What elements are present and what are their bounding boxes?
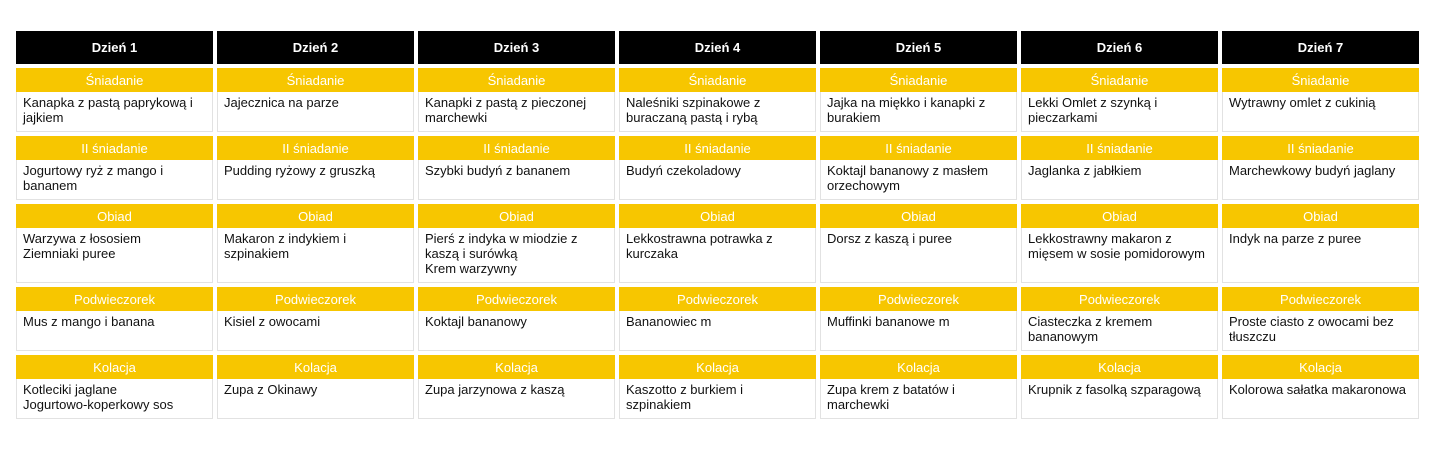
day-column <box>619 31 816 419</box>
meal-dish: Kolorowa sałatka makaronowa <box>1222 379 1419 419</box>
meal-dish: Pudding ryżowy z gruszką <box>217 160 414 200</box>
meal-label-afternoon-snack: Podwieczorek <box>619 287 816 311</box>
meal-dish: Proste ciasto z owocami bez tłuszczu <box>1222 311 1419 351</box>
meal-dish: Budyń czekoladowy <box>619 160 816 200</box>
meal-plan-table <box>16 31 1421 419</box>
meal-label-second-breakfast: II śniadanie <box>16 136 213 160</box>
meal-label-second-breakfast: II śniadanie <box>820 136 1017 160</box>
meal-label-afternoon-snack: Podwieczorek <box>217 287 414 311</box>
meal-dish: Szybki budyń z bananem <box>418 160 615 200</box>
meal-label-breakfast: Śniadanie <box>418 68 615 92</box>
meal-label-dinner: Kolacja <box>217 355 414 379</box>
meal-label-breakfast: Śniadanie <box>16 68 213 92</box>
meal-dish: Jajecznica na parze <box>217 92 414 132</box>
meal-dish: Lekkostrawny makaron z mięsem w sosie pomidorowym <box>1021 228 1218 283</box>
meal-dish: Lekkostrawna potrawka z kurczaka <box>619 228 816 283</box>
day-header: Dzień 4 <box>619 31 816 64</box>
day-column <box>1021 31 1218 419</box>
meal-label-lunch: Obiad <box>418 204 615 228</box>
meal-dish: Marchewkowy budyń jaglany <box>1222 160 1419 200</box>
meal-dish: Jajka na miękko i kanapki z burakiem <box>820 92 1017 132</box>
meal-label-lunch: Obiad <box>820 204 1017 228</box>
meal-dish: Wytrawny omlet z cukinią <box>1222 92 1419 132</box>
meal-dish: Jogurtowy ryż z mango i bananem <box>16 160 213 200</box>
meal-dish: Zupa krem z batatów i marchewki <box>820 379 1017 419</box>
meal-dish: Ciasteczka z kremem bananowym <box>1021 311 1218 351</box>
meal-label-lunch: Obiad <box>619 204 816 228</box>
day-header: Dzień 2 <box>217 31 414 64</box>
meal-dish: Kanapka z pastą paprykową i jajkiem <box>16 92 213 132</box>
meal-label-dinner: Kolacja <box>16 355 213 379</box>
meal-label-lunch: Obiad <box>1021 204 1218 228</box>
meal-label-afternoon-snack: Podwieczorek <box>1021 287 1218 311</box>
meal-label-lunch: Obiad <box>217 204 414 228</box>
meal-label-breakfast: Śniadanie <box>619 68 816 92</box>
meal-dish: Bananowiec m <box>619 311 816 351</box>
meal-dish: Dorsz z kaszą i puree <box>820 228 1017 283</box>
day-header: Dzień 7 <box>1222 31 1419 64</box>
meal-label-breakfast: Śniadanie <box>1222 68 1419 92</box>
meal-label-breakfast: Śniadanie <box>820 68 1017 92</box>
day-column <box>217 31 414 419</box>
meal-dish: Makaron z indykiem i szpinakiem <box>217 228 414 283</box>
meal-label-dinner: Kolacja <box>418 355 615 379</box>
meal-dish: Kisiel z owocami <box>217 311 414 351</box>
day-column <box>418 31 615 419</box>
meal-label-second-breakfast: II śniadanie <box>1021 136 1218 160</box>
meal-label-afternoon-snack: Podwieczorek <box>16 287 213 311</box>
day-header: Dzień 5 <box>820 31 1017 64</box>
meal-dish: Kotleciki jaglane Jogurtowo-koperkowy sos <box>16 379 213 419</box>
meal-label-afternoon-snack: Podwieczorek <box>418 287 615 311</box>
meal-label-dinner: Kolacja <box>619 355 816 379</box>
meal-label-breakfast: Śniadanie <box>217 68 414 92</box>
meal-label-second-breakfast: II śniadanie <box>418 136 615 160</box>
meal-label-dinner: Kolacja <box>1222 355 1419 379</box>
meal-dish: Jaglanka z jabłkiem <box>1021 160 1218 200</box>
meal-label-second-breakfast: II śniadanie <box>217 136 414 160</box>
day-column <box>16 31 213 419</box>
day-column <box>820 31 1017 419</box>
meal-label-dinner: Kolacja <box>820 355 1017 379</box>
meal-label-dinner: Kolacja <box>1021 355 1218 379</box>
meal-dish: Kanapki z pastą z pieczonej marchewki <box>418 92 615 132</box>
meal-label-second-breakfast: II śniadanie <box>1222 136 1419 160</box>
day-header: Dzień 1 <box>16 31 213 64</box>
meal-dish: Kaszotto z burkiem i szpinakiem <box>619 379 816 419</box>
meal-dish: Krupnik z fasolką szparagową <box>1021 379 1218 419</box>
meal-label-lunch: Obiad <box>1222 204 1419 228</box>
meal-dish: Lekki Omlet z szynką i pieczarkami <box>1021 92 1218 132</box>
day-header: Dzień 3 <box>418 31 615 64</box>
meal-dish: Zupa jarzynowa z kaszą <box>418 379 615 419</box>
meal-dish: Muffinki bananowe m <box>820 311 1017 351</box>
meal-label-second-breakfast: II śniadanie <box>619 136 816 160</box>
meal-label-afternoon-snack: Podwieczorek <box>1222 287 1419 311</box>
meal-dish: Warzywa z łososiem Ziemniaki puree <box>16 228 213 283</box>
meal-label-afternoon-snack: Podwieczorek <box>820 287 1017 311</box>
meal-label-lunch: Obiad <box>16 204 213 228</box>
meal-dish: Naleśniki szpinakowe z buraczaną pastą i rybą <box>619 92 816 132</box>
meal-dish: Koktajl bananowy z masłem orzechowym <box>820 160 1017 200</box>
meal-dish: Indyk na parze z puree <box>1222 228 1419 283</box>
meal-dish: Mus z mango i banana <box>16 311 213 351</box>
meal-label-breakfast: Śniadanie <box>1021 68 1218 92</box>
meal-dish: Pierś z indyka w miodzie z kaszą i surówką Krem warzywny <box>418 228 615 283</box>
day-column <box>1222 31 1419 419</box>
meal-dish: Zupa z Okinawy <box>217 379 414 419</box>
day-header: Dzień 6 <box>1021 31 1218 64</box>
meal-dish: Koktajl bananowy <box>418 311 615 351</box>
